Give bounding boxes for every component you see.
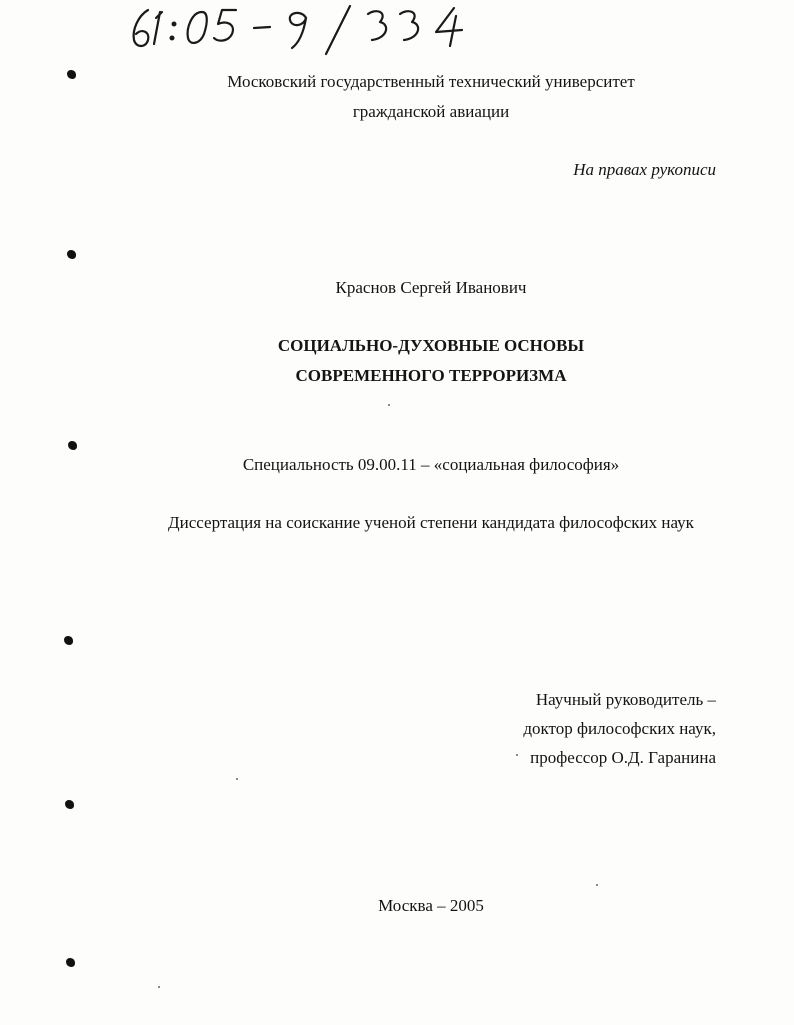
- binding-mark: [65, 800, 74, 809]
- binding-mark: [68, 441, 77, 450]
- dissertation-title-line2: СОВРЕМЕННОГО ТЕРРОРИЗМА: [295, 366, 567, 385]
- place-year: Москва – 2005: [378, 896, 484, 915]
- degree-statement: Диссертация на соискание ученой степени кандидата философских наук: [168, 513, 694, 532]
- scan-speck: [516, 754, 518, 756]
- binding-mark: [67, 250, 76, 259]
- dissertation-title-line1: СОЦИАЛЬНО-ДУХОВНЫЕ ОСНОВЫ: [277, 336, 585, 355]
- scan-speck: [388, 404, 390, 406]
- supervisor-line1: Научный руководитель –: [535, 690, 716, 709]
- supervisor-line2: доктор философских наук,: [523, 719, 716, 738]
- scan-speck: [158, 986, 160, 988]
- binding-mark: [66, 958, 75, 967]
- supervisor-line3: профессор О.Д. Гаранина: [530, 748, 716, 767]
- university-name-line1: Московский государственный технический университет: [227, 72, 635, 91]
- binding-mark: [64, 636, 73, 645]
- university-name-line2: гражданской авиации: [352, 102, 510, 121]
- scan-speck: [596, 884, 598, 886]
- author-name: Краснов Сергей Иванович: [335, 278, 527, 297]
- handwritten-archive-number: [120, 0, 480, 56]
- manuscript-rights: На правах рукописи: [573, 160, 716, 179]
- specialty: Специальность 09.00.11 – «социальная философия»: [242, 455, 620, 474]
- scan-speck: [236, 778, 238, 780]
